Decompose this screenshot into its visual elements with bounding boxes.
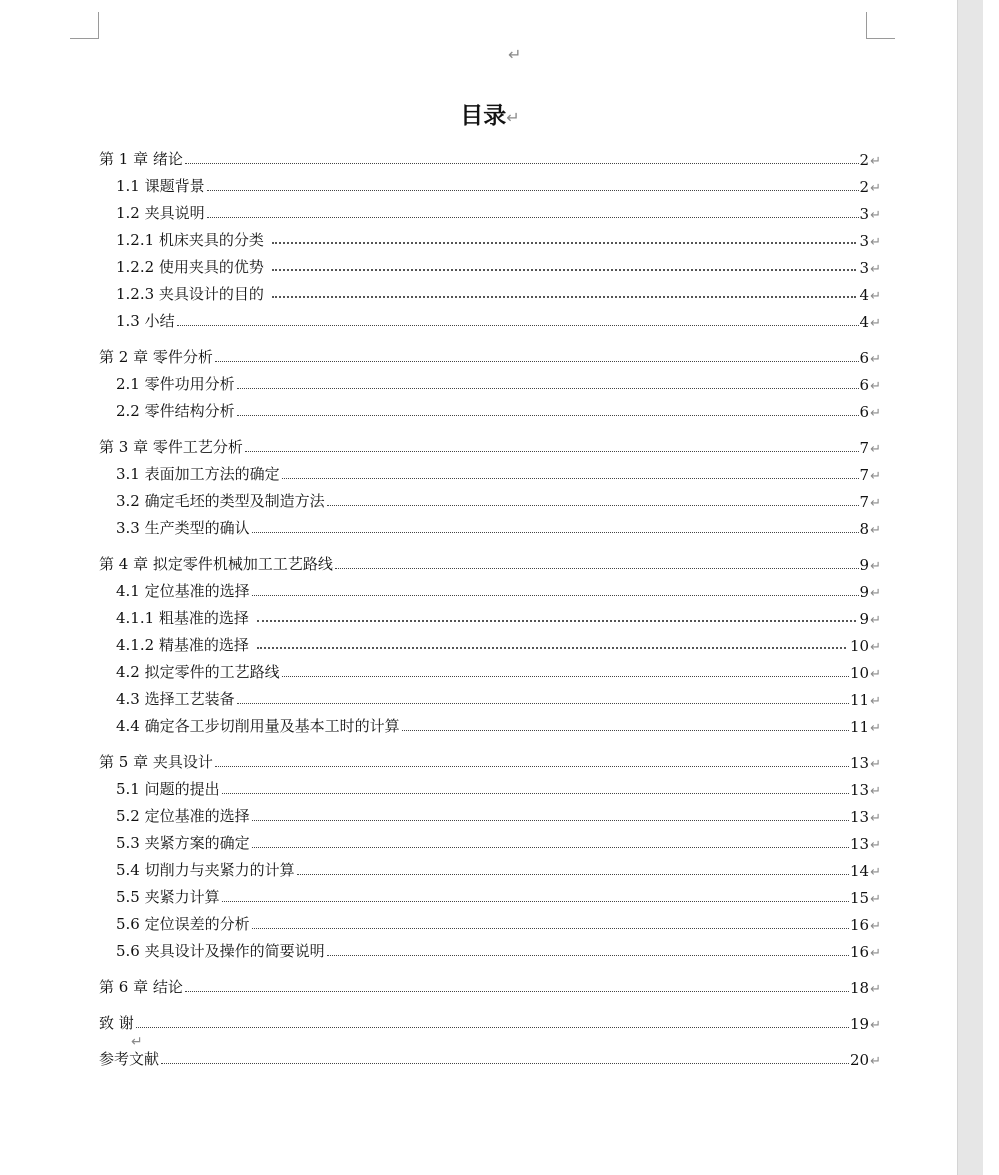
toc-dot-leader — [272, 241, 856, 244]
toc-entry-label: 1.2.1 机床夹具的分类 — [116, 231, 264, 249]
toc-dot-leader — [215, 765, 849, 767]
toc-dot-leader — [402, 729, 849, 731]
toc-dot-leader — [185, 990, 849, 992]
toc-entry-label: 参考文献 — [99, 1050, 160, 1068]
toc-entry-label: 3.1 表面加工方法的确定 — [116, 465, 280, 483]
toc-entry-label: 第 5 章 夹具设计 — [99, 753, 213, 771]
paragraph-mark-icon: ↵ — [870, 1054, 881, 1069]
toc-page-number: 13 — [850, 808, 870, 826]
toc-page-number: 4 — [859, 286, 870, 304]
paragraph-mark-icon: ↵ — [870, 496, 881, 511]
paragraph-mark-icon: ↵ — [870, 235, 881, 250]
toc-section-entry[interactable] — [99, 394, 881, 421]
toc-chapter-entry[interactable] — [99, 745, 881, 772]
paragraph-mark-icon: ↵ — [870, 919, 881, 934]
toc-dot-leader — [257, 619, 856, 622]
toc-chapter-entry[interactable] — [99, 142, 881, 169]
paragraph-mark-icon: ↵ — [870, 379, 881, 394]
toc-page-number: 11 — [850, 718, 870, 736]
vertical-scrollbar[interactable] — [957, 0, 983, 1175]
toc-entry-label: 第 1 章 绪论 — [99, 150, 183, 168]
toc-entry-label: 4.3 选择工艺装备 — [116, 690, 235, 708]
toc-dot-leader — [245, 450, 859, 452]
toc-section-entry[interactable] — [99, 655, 881, 682]
paragraph-mark-icon: ↵ — [870, 154, 881, 169]
paragraph-mark-icon: ↵ — [870, 982, 881, 997]
toc-entry-label: 4.1 定位基准的选择 — [116, 582, 250, 600]
toc-entry-label: 2.2 零件结构分析 — [116, 402, 235, 420]
paragraph-mark-icon: ↵ — [870, 208, 881, 223]
toc-section-entry[interactable] — [99, 853, 881, 880]
toc-page-number: 10 — [850, 664, 870, 682]
toc-page-number: 8 — [859, 520, 870, 538]
toc-section-entry[interactable] — [99, 574, 881, 601]
toc-entry-label: 第 6 章 结论 — [99, 978, 183, 996]
toc-dot-leader — [335, 567, 859, 569]
toc-entry-label: 5.6 定位误差的分析 — [116, 915, 250, 933]
toc-dot-leader — [237, 387, 859, 389]
paragraph-mark-icon: ↵ — [870, 838, 881, 853]
toc-section-entry[interactable] — [99, 484, 881, 511]
paragraph-mark-icon: ↵ — [870, 784, 881, 799]
toc-entry-label: 4.2 拟定零件的工艺路线 — [116, 663, 280, 681]
page-corner-mark-top-right — [866, 12, 895, 39]
toc-dot-leader — [222, 792, 849, 794]
toc-chapter-entry[interactable] — [99, 1006, 881, 1033]
toc-dot-leader — [327, 954, 849, 956]
toc-dot-leader — [252, 927, 849, 929]
toc-entry-label: 第 2 章 零件分析 — [99, 348, 213, 366]
toc-entry-label: 1.2 夹具说明 — [116, 204, 205, 222]
toc-page-number: 13 — [850, 781, 870, 799]
toc-entry-label: 5.1 问题的提出 — [116, 780, 220, 798]
paragraph-mark-icon: ↵ — [870, 694, 881, 709]
toc-page-number: 7 — [859, 439, 870, 457]
toc-entry-label: 5.4 切削力与夹紧力的计算 — [116, 861, 295, 879]
toc-chapter-entry[interactable] — [99, 970, 881, 997]
paragraph-mark-icon: ↵ — [870, 352, 881, 367]
paragraph-mark-icon: ↵ — [870, 721, 881, 736]
toc-section-entry[interactable] — [99, 169, 881, 196]
toc-section-entry[interactable] — [99, 277, 881, 304]
toc-section-entry[interactable] — [99, 826, 881, 853]
toc-page-number: 3 — [859, 232, 870, 250]
toc-page-number: 4 — [859, 313, 870, 331]
toc-page-number: 3 — [859, 259, 870, 277]
toc-entry-label: 5.5 夹紧力计算 — [116, 888, 220, 906]
toc-dot-leader — [252, 846, 849, 848]
paragraph-mark-icon: ↵ — [870, 667, 881, 682]
toc-dot-leader — [222, 900, 849, 902]
paragraph-mark-icon: ↵ — [870, 613, 881, 628]
paragraph-mark-icon: ↵ — [870, 1018, 881, 1033]
toc-chapter-entry[interactable] — [99, 547, 881, 574]
paragraph-mark-icon: ↵ — [870, 289, 881, 304]
toc-entry-label: 1.1 课题背景 — [116, 177, 205, 195]
toc-section-entry[interactable] — [99, 934, 881, 961]
toc-entry-label: 1.3 小结 — [116, 312, 175, 330]
toc-dot-leader — [257, 646, 846, 649]
toc-dot-leader — [161, 1062, 849, 1064]
toc-entry-label: 1.2.2 使用夹具的优势 — [116, 258, 264, 276]
page-title-text: 目录 — [460, 102, 507, 129]
toc-page-number: 18 — [850, 979, 870, 997]
paragraph-mark-icon: ↵ — [870, 946, 881, 961]
toc-entry-label: 3.2 确定毛坯的类型及制造方法 — [116, 492, 325, 510]
toc-section-entry[interactable] — [99, 907, 881, 934]
toc-page-number: 2 — [859, 151, 870, 169]
toc-section-entry[interactable] — [99, 682, 881, 709]
toc-page-number: 10 — [850, 637, 870, 655]
toc-dot-leader — [282, 675, 849, 677]
paragraph-mark-icon: ↵ — [870, 262, 881, 277]
toc-dot-leader — [282, 477, 859, 479]
toc-entry-label: 5.2 定位基准的选择 — [116, 807, 250, 825]
paragraph-mark-icon: ↵ — [870, 469, 881, 484]
toc-page-number: 7 — [859, 466, 870, 484]
toc-section-entry[interactable] — [99, 304, 881, 331]
toc-entry-label: 4.1.2 精基准的选择 — [116, 636, 249, 654]
toc-page-number: 3 — [859, 205, 870, 223]
toc-entry-label: 致 谢 — [99, 1014, 134, 1032]
toc-chapter-entry[interactable] — [99, 340, 881, 367]
paragraph-mark-icon: ↵ — [131, 1034, 143, 1050]
toc-page-number: 11 — [850, 691, 870, 709]
toc-section-entry[interactable] — [99, 196, 881, 223]
toc-dot-leader — [237, 702, 849, 704]
toc-page-number: 13 — [850, 754, 870, 772]
toc-page-number: 2 — [859, 178, 870, 196]
toc-chapter-entry[interactable] — [99, 430, 881, 457]
toc-dot-leader — [272, 268, 856, 271]
toc-dot-leader — [237, 414, 859, 416]
toc-page-number: 20 — [850, 1051, 870, 1069]
toc-page-number: 19 — [850, 1015, 870, 1033]
toc-dot-leader — [207, 216, 859, 218]
toc-section-entry[interactable] — [99, 772, 881, 799]
paragraph-mark-icon: ↵ — [870, 811, 881, 826]
toc-section-entry[interactable] — [99, 511, 881, 538]
toc-page-number: 15 — [850, 889, 870, 907]
toc-section-entry[interactable] — [99, 709, 881, 736]
paragraph-mark-icon: ↵ — [870, 892, 881, 907]
toc-page-number: 9 — [859, 556, 870, 574]
toc-dot-leader — [185, 162, 859, 164]
paragraph-mark-icon: ↵ — [870, 406, 881, 421]
paragraph-mark-icon: ↵ — [870, 640, 881, 655]
toc-dot-leader — [272, 295, 856, 298]
toc-dot-leader — [252, 819, 849, 821]
paragraph-mark-icon: ↵ — [506, 108, 520, 127]
toc-section-entry[interactable] — [99, 367, 881, 394]
toc-section-entry[interactable] — [99, 628, 881, 655]
paragraph-mark-icon: ↵ — [870, 523, 881, 538]
toc-page-number: 6 — [859, 349, 870, 367]
toc-page-number: 7 — [859, 493, 870, 511]
paragraph-mark-icon: ↵ — [870, 442, 881, 457]
page-corner-mark-top-left — [70, 12, 99, 39]
toc-entry-label: 第 3 章 零件工艺分析 — [99, 438, 243, 456]
paragraph-mark-icon: ↵ — [508, 45, 522, 64]
toc-page-number: 9 — [859, 583, 870, 601]
toc-dot-leader — [252, 594, 859, 596]
paragraph-mark-icon: ↵ — [870, 316, 881, 331]
toc-page-number: 14 — [850, 862, 870, 880]
paragraph-mark-icon: ↵ — [870, 865, 881, 880]
toc-entry-label: 4.1.1 粗基准的选择 — [116, 609, 249, 627]
toc-dot-leader — [207, 189, 859, 191]
paragraph-mark-icon: ↵ — [870, 559, 881, 574]
toc-dot-leader — [177, 324, 859, 326]
toc-page-number: 13 — [850, 835, 870, 853]
toc-section-entry[interactable] — [99, 457, 881, 484]
toc-page-number: 6 — [859, 403, 870, 421]
toc-section-entry[interactable] — [99, 880, 881, 907]
toc-entry-label: 第 4 章 拟定零件机械加工工艺路线 — [99, 555, 333, 573]
toc-dot-leader — [136, 1026, 849, 1028]
table-of-contents — [99, 142, 881, 1069]
toc-dot-leader — [215, 360, 859, 362]
toc-page-number: 16 — [850, 916, 870, 934]
page-title — [0, 100, 980, 134]
toc-entry-label: 1.2.3 夹具设计的目的 — [116, 285, 264, 303]
toc-section-entry[interactable] — [99, 601, 881, 628]
toc-section-entry[interactable] — [99, 223, 881, 250]
toc-entry-label: 3.3 生产类型的确认 — [116, 519, 250, 537]
toc-page-number: 6 — [859, 376, 870, 394]
toc-dot-leader — [297, 873, 849, 875]
toc-dot-leader — [327, 504, 859, 506]
toc-entry-label: 5.6 夹具设计及操作的简要说明 — [116, 942, 325, 960]
toc-chapter-entry[interactable] — [99, 1042, 881, 1069]
paragraph-mark-icon: ↵ — [870, 586, 881, 601]
toc-page-number: 9 — [859, 610, 870, 628]
toc-dot-leader — [252, 531, 859, 533]
toc-entry-label: 4.4 确定各工步切削用量及基本工时的计算 — [116, 717, 400, 735]
toc-page-number: 16 — [850, 943, 870, 961]
toc-section-entry[interactable] — [99, 250, 881, 277]
toc-section-entry[interactable] — [99, 799, 881, 826]
paragraph-mark-icon: ↵ — [870, 757, 881, 772]
paragraph-mark-icon: ↵ — [870, 181, 881, 196]
toc-entry-label: 2.1 零件功用分析 — [116, 375, 235, 393]
toc-entry-label: 5.3 夹紧方案的确定 — [116, 834, 250, 852]
